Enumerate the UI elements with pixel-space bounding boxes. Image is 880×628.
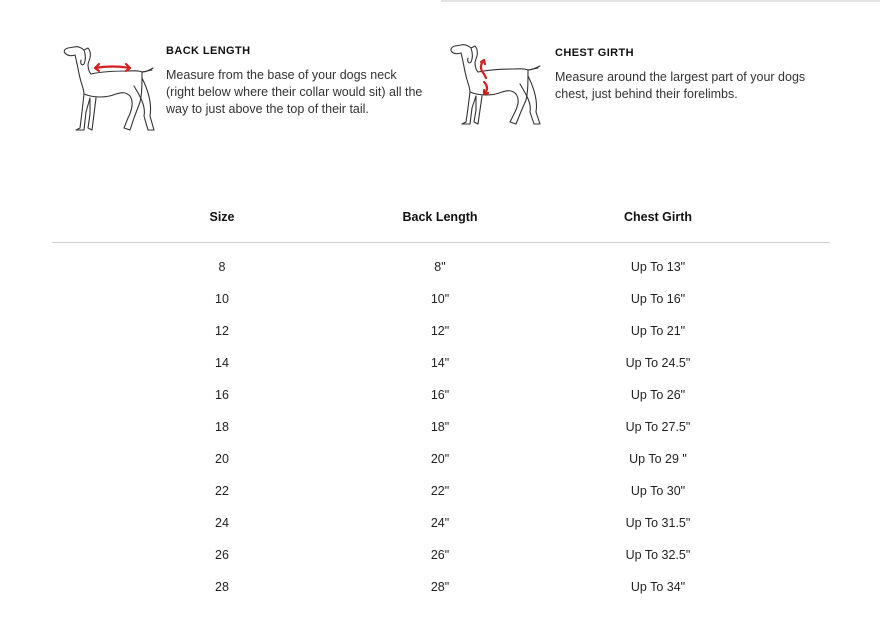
chest-girth-cell: Up To 13"	[630, 260, 686, 274]
chest-girth-cell: Up To 26"	[630, 388, 686, 402]
back-length-cell: 20"	[430, 452, 450, 466]
header-chest-girth: Chest Girth	[623, 210, 693, 224]
chest-girth-cell: Up To 24.5"	[625, 356, 691, 370]
size-cell: 26	[215, 548, 229, 562]
chest-girth-cell: Up To 32.5"	[625, 548, 691, 562]
size-cell: 18	[215, 420, 229, 434]
chest-girth-cell: Up To 31.5"	[625, 516, 691, 530]
back-length-description: Measure from the base of your dogs neck (right below where their collar would sit) all the way to just above the top of their tail.	[166, 68, 423, 116]
size-cell: 8	[218, 260, 226, 274]
size-cell: 28	[215, 580, 229, 594]
chest-girth-cell: Up To 16"	[630, 292, 686, 306]
header-back-length: Back Length	[402, 210, 478, 224]
size-cell: 24	[215, 516, 229, 530]
size-cell: 14	[215, 356, 229, 370]
size-cell: 20	[215, 452, 229, 466]
chest-girth-cell: Up To 27.5"	[625, 420, 691, 434]
header-size: Size	[209, 210, 235, 224]
chest-girth-description: Measure around the largest part of your dogs chest, just behind their forelimbs.	[555, 70, 806, 101]
back-length-cell: 12"	[430, 324, 450, 338]
back-length-cell: 28"	[430, 580, 450, 594]
back-length-cell: 22"	[430, 484, 450, 498]
chest-girth-cell: Up To 34"	[630, 580, 686, 594]
size-cell: 10	[215, 292, 229, 306]
chest-girth-title: CHEST GIRTH	[555, 47, 634, 59]
back-length-cell: 18"	[430, 420, 450, 434]
back-length-cell: 10"	[430, 292, 450, 306]
size-cell: 12	[215, 324, 229, 338]
back-length-cell: 26"	[430, 548, 450, 562]
back-length-cell: 16"	[430, 388, 450, 402]
table-header-divider	[52, 242, 830, 243]
back-length-title: BACK LENGTH	[166, 45, 251, 57]
size-cell: 16	[215, 388, 229, 402]
chest-girth-cell: Up To 30"	[630, 484, 686, 498]
back-length-cell: 24"	[430, 516, 450, 530]
size-cell: 22	[215, 484, 229, 498]
chest-girth-cell: Up To 29 "	[629, 452, 687, 466]
back-length-cell: 8"	[434, 260, 446, 274]
back-length-cell: 14"	[430, 356, 450, 370]
chest-girth-cell: Up To 21"	[630, 324, 686, 338]
